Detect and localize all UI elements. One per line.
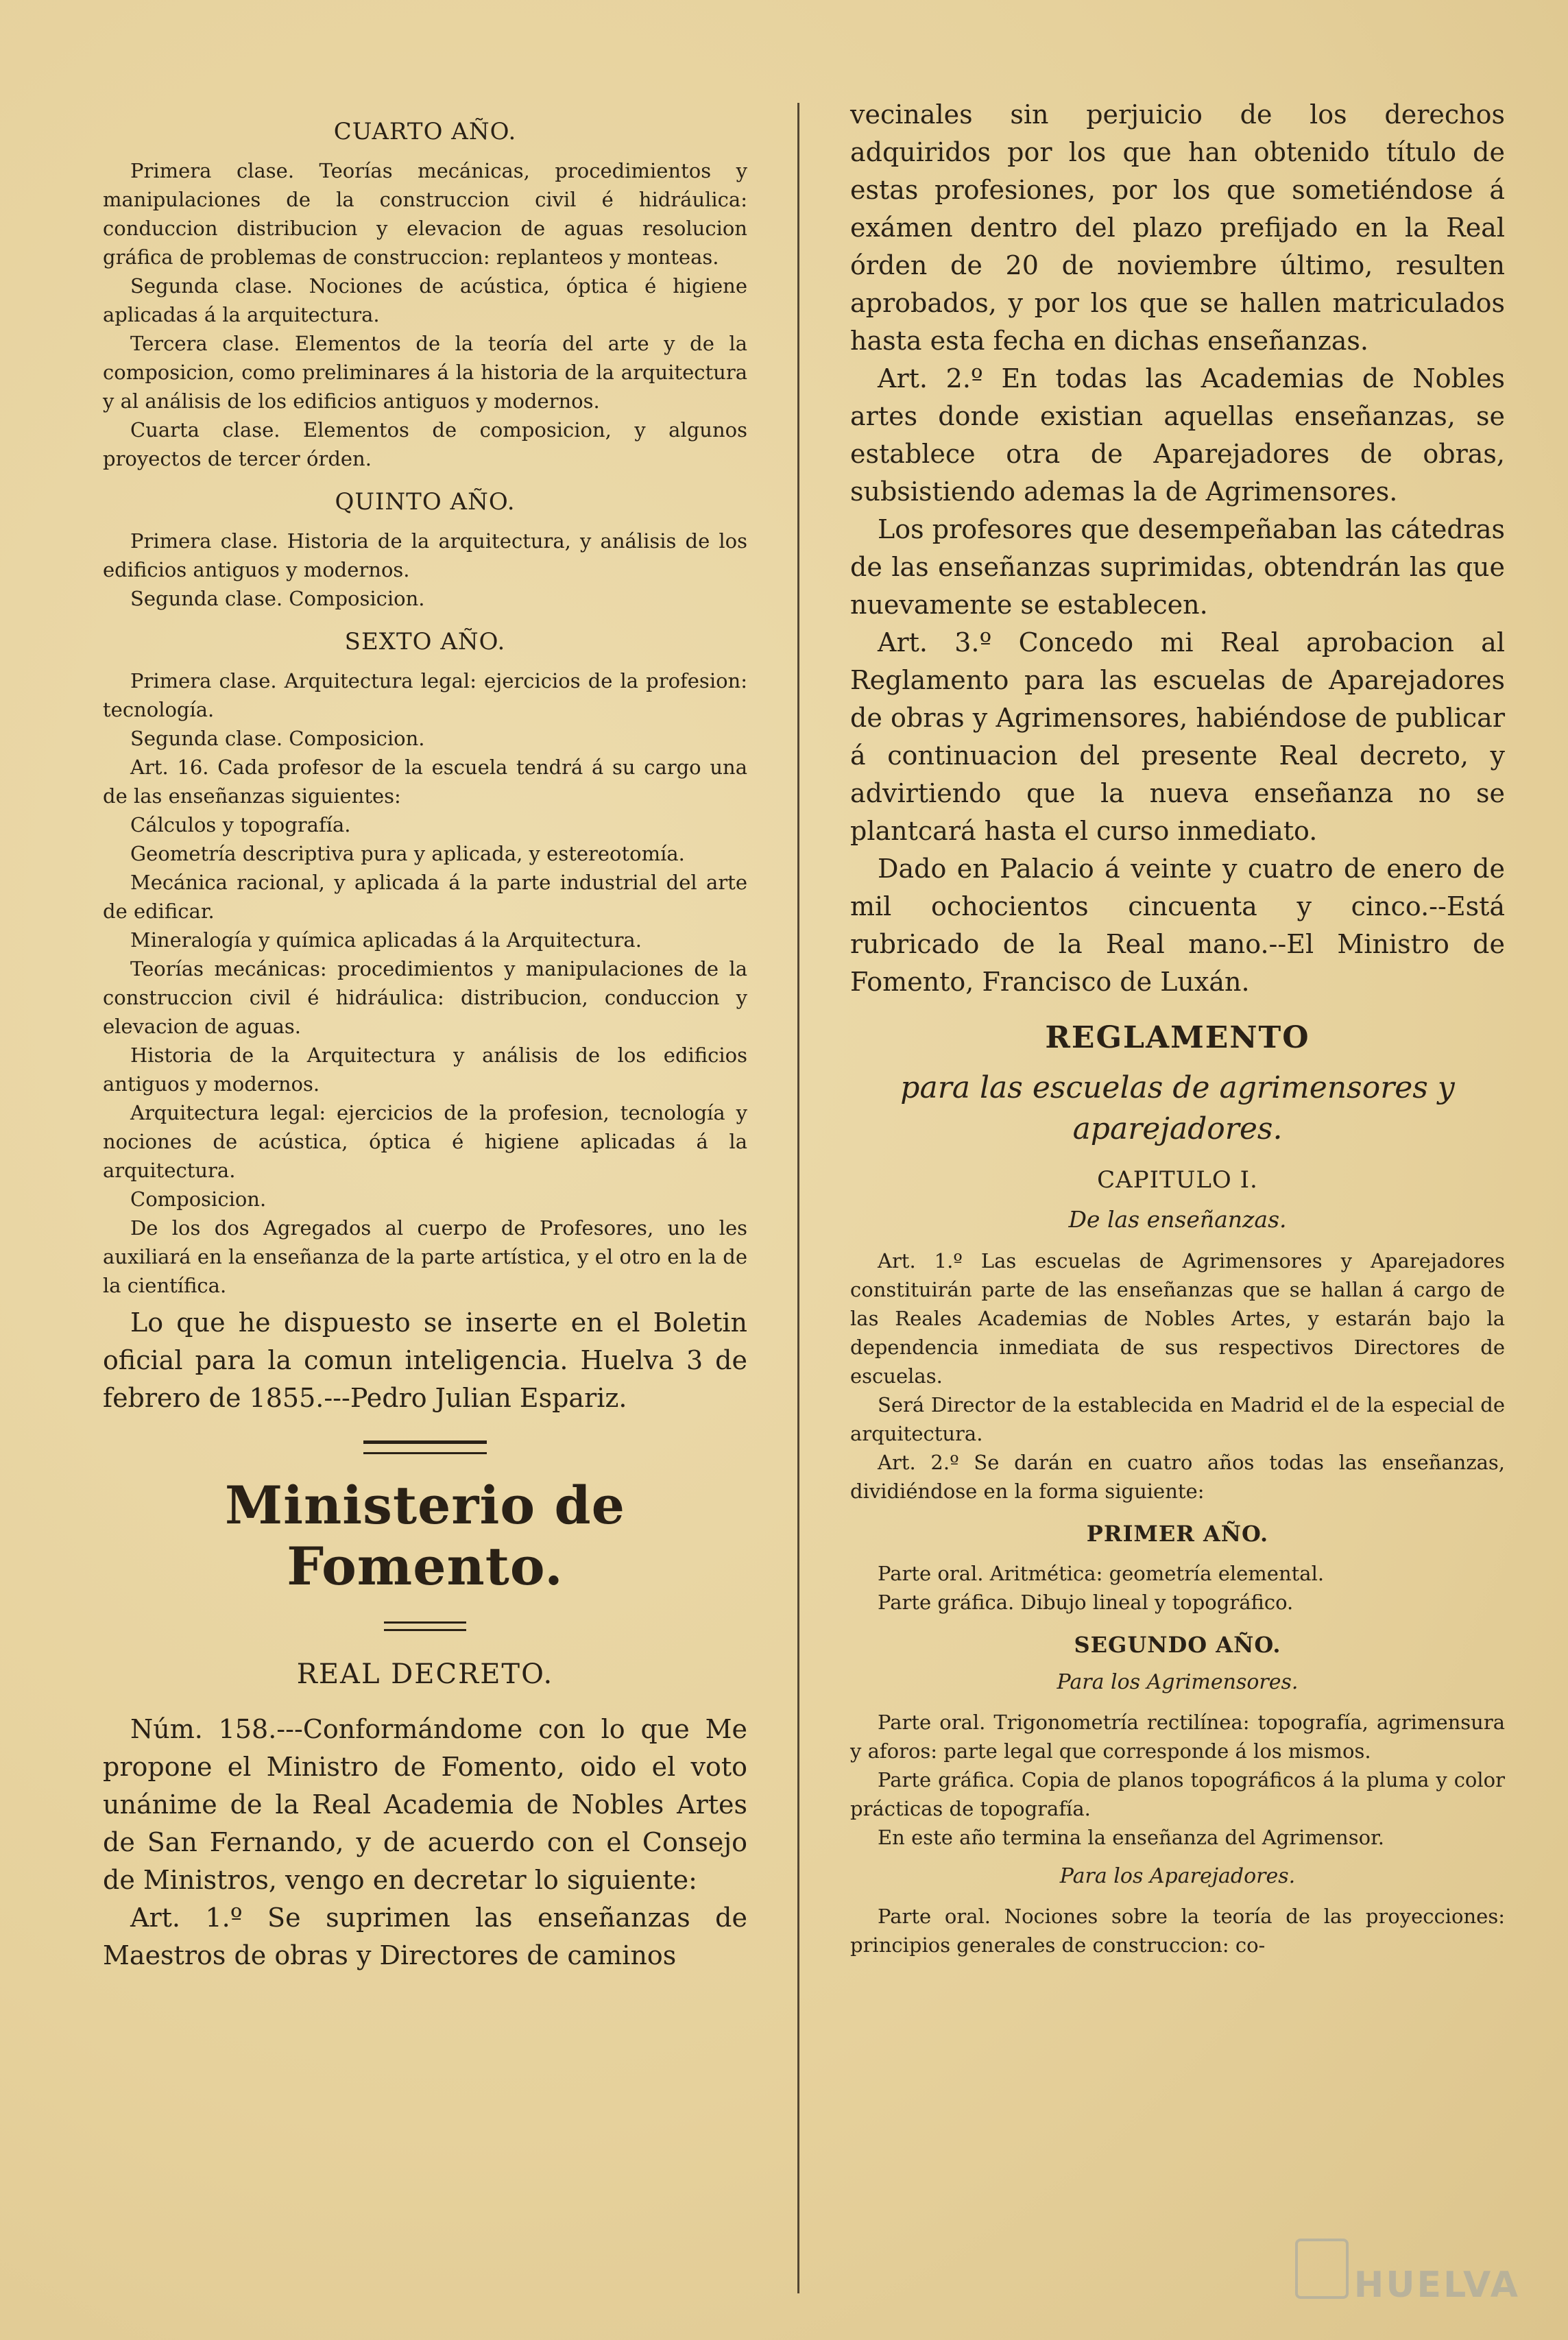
cuarto-ano-heading: CUARTO AÑO. — [333, 118, 517, 145]
capitulo-heading: CAPITULO I. — [1097, 1166, 1258, 1194]
list-item: Arquitectura legal: ejercicios de la profesion, tecnología y nociones de acústica, óptica é higiene aplicadas á la arquitectura. — [103, 1101, 747, 1182]
list-item: Cálculos y topografía. — [130, 813, 351, 836]
short-double-rule — [384, 1621, 466, 1631]
right-column — [850, 96, 1505, 1959]
dado-paragraph: Dado en Palacio á veinte y cuatro de enero de mil ochocientos cincuenta y cinco.--Está rubricado de la Real mano.--El Ministro de Fomento, Francisco de Luxán. — [850, 854, 1505, 997]
list-item: Mecánica racional, y aplicada á la parte industrial del arte de edificar. — [103, 871, 747, 923]
list-item: Mineralogía y química aplicadas á la Arquitectura. — [130, 928, 642, 952]
primer-parte-grafica: Parte gráfica. Dibujo lineal y topográfico. — [878, 1591, 1294, 1614]
cuarto-primera-clase: Primera clase. Teorías mecánicas, procedimientos y manipulaciones de la construccion civil é hidráulica: conduccion distribucion y elevacion de aguas resolucion gráfica de problemas de construccion: replanteos y monteas. — [103, 159, 747, 269]
list-item: Composicion. — [130, 1187, 267, 1211]
agrimensores-subheading: Para los Agrimensores. — [1057, 1670, 1299, 1694]
sexto-segunda-clase: Segunda clase. Composicion. — [130, 727, 425, 750]
cuarto-cuarta-clase: Cuarta clase. Elementos de composicion, y algunos proyectos de tercer órden. — [103, 418, 747, 470]
aparejadores-subheading: Para los Aparejadores. — [1059, 1864, 1296, 1888]
cuarto-tercera-clase: Tercera clase. Elementos de la teoría del arte y de la composicion, como preliminares á la historia de la arquitectura y al análisis de los edificios antiguos y modernos. — [103, 332, 747, 413]
closing-paragraph: Lo que he dispuesto se inserte en el Boletin oficial para la comun inteligencia. Huelva 3 de febrero de 1855.---Pedro Julian Espariz. — [103, 1307, 747, 1413]
reglamento-subtitle: para las escuelas de agrimensores y aparejadores. — [900, 1070, 1455, 1146]
decree-article-2: Art. 2.º En todas las Academias de Nobles artes donde existian aquellas enseñanzas, se establece otra de Aparejadores de obras, subsistiendo ademas la de Agrimensores. — [850, 363, 1505, 507]
decree-paragraph: Núm. 158.---Conformándome con lo que Me propone el Ministro de Fomento, oido el voto unánime de la Real Academia de Nobles Artes de San Fernando, y de acuerdo con el Consejo de Ministros, vengo en decretar lo siguiente: — [103, 1714, 747, 1895]
archive-watermark — [1273, 2230, 1520, 2313]
decree-article-1: Art. 1.º Se suprimen las enseñanzas de Maestros de obras y Directores de caminos — [103, 1903, 747, 1970]
segundo-ano-heading: SEGUNDO AÑO. — [1074, 1632, 1281, 1658]
quinto-primera-clase: Primera clase. Historia de la arquitectura, y análisis de los edificios antiguos y modernos. — [103, 529, 747, 581]
column-rule — [797, 103, 799, 2293]
agrimensor-end-paragraph: En este año termina la enseñanza del Agrimensor. — [878, 1826, 1384, 1849]
ministry-title: Ministerio de Fomento. — [225, 1475, 625, 1597]
sexto-primera-clase: Primera clase. Arquitectura legal: ejercicios de la profesion: tecnología. — [103, 669, 747, 721]
decree-article-3: Art. 3.º Concedo mi Real aprobacion al Reglamento para las escuelas de Aparejadores de obras y Agrimensores, habiéndose de publicar á continuacion del presente Real decreto, y advirtiendo que la nueva enseñanza no se plantcará hasta el curso inmediato. — [850, 627, 1505, 846]
double-rule-divider — [363, 1440, 487, 1454]
cuarto-segunda-clase: Segunda clase. Nociones de acústica, óptica é higiene aplicadas á la arquitectura. — [103, 274, 747, 326]
article-16: Art. 16. Cada profesor de la escuela tendrá á su cargo una de las enseñanzas siguientes: — [103, 756, 747, 808]
aparejadores-parte-oral: Parte oral. Nociones sobre la teoría de las proyecciones: principios generales de construccion: co- — [850, 1905, 1505, 1957]
primer-parte-oral: Parte oral. Aritmética: geometría elemental. — [878, 1562, 1325, 1585]
reglamento-article-1: Art. 1.º Las escuelas de Agrimensores y Aparejadores constituirán parte de las enseñanzas que se hallan á cargo de las Reales Academias de Nobles Artes, y estarán bajo la dependencia inmediata de sus respectivos Directores de escuelas. — [850, 1249, 1505, 1388]
primer-ano-heading: PRIMER AÑO. — [1086, 1521, 1269, 1547]
list-item: Geometría descriptiva pura y aplicada, y estereotomía. — [130, 842, 685, 865]
sexto-ano-heading: SEXTO AÑO. — [344, 628, 506, 655]
shield-icon — [1295, 2239, 1349, 2299]
profesores-paragraph: Los profesores que desempeñaban las cátedras de las enseñanzas suprimidas, obtendrán las que nuevamente se establecen. — [850, 514, 1505, 620]
capitulo-subtitle: De las enseñanzas. — [1068, 1206, 1287, 1233]
decree-continuation: vecinales sin perjuicio de los derechos adquiridos por los que han obtenido título de estas profesiones, por los que sometiéndose á exámen dentro del plazo prefijado en la Real órden de 20 de noviembre último, resulten aprobados, y por los que se hallen matriculados hasta esta fecha en dichas enseñanzas. — [850, 99, 1505, 356]
quinto-segunda-clase: Segunda clase. Composicion. — [130, 587, 425, 610]
segundo-parte-oral: Parte oral. Trigonometría rectilínea: topografía, agrimensura y aforos: parte legal que corresponde á los mismos. — [850, 1711, 1505, 1763]
agregados-paragraph: De los dos Agregados al cuerpo de Profesores, uno les auxiliará en la enseñanza de la parte artística, y el otro en la de la científica. — [103, 1216, 747, 1297]
segundo-parte-grafica: Parte gráfica. Copia de planos topográficos á la pluma y color prácticas de topografía. — [850, 1768, 1505, 1820]
real-decreto-heading: REAL DECRETO. — [296, 1658, 554, 1690]
reglamento-article-2: Art. 2.º Se darán en cuatro años todas las enseñanzas, dividiéndose en la forma siguiente: — [850, 1451, 1505, 1503]
reglamento-heading: REGLAMENTO — [1045, 1020, 1310, 1055]
list-item: Teorías mecánicas: procedimientos y manipulaciones de la construccion civil é hidráulica: distribucion, conduccion y elevacion de aguas. — [103, 957, 747, 1038]
director-paragraph: Será Director de la establecida en Madrid el de la especial de arquitectura. — [850, 1393, 1505, 1445]
watermark-text: HUELVA — [1353, 2265, 1520, 2306]
list-item: Historia de la Arquitectura y análisis de los edificios antiguos y modernos. — [103, 1044, 747, 1096]
quinto-ano-heading: QUINTO AÑO. — [335, 488, 516, 516]
left-column — [103, 103, 747, 1975]
